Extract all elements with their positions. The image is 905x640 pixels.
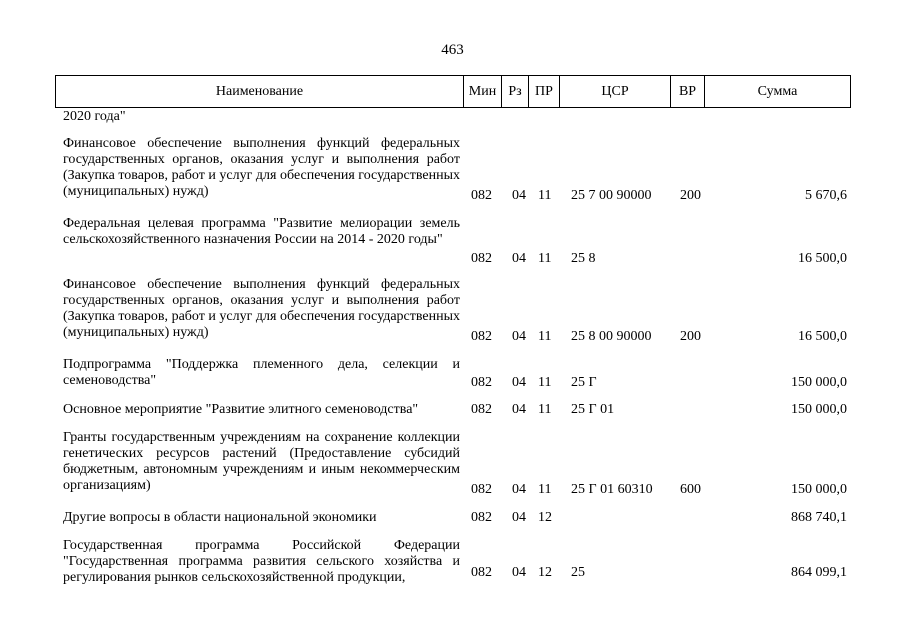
header-min: Мин: [463, 76, 501, 107]
row-sum: 150 000,0: [791, 482, 847, 497]
row-pr: 11: [538, 482, 552, 497]
header-rz: Рз: [501, 76, 528, 107]
row-rz: 04: [512, 565, 526, 580]
row-sum: 150 000,0: [791, 402, 847, 417]
row-csr: 25 Г 01: [571, 402, 615, 417]
row-name: Основное мероприятие "Развитие элитного семеноводства": [63, 402, 419, 417]
row-pr: 11: [538, 402, 552, 417]
row-csr: 25 Г: [571, 375, 597, 390]
row-vr: 600: [680, 482, 701, 497]
row-min: 082: [471, 375, 492, 390]
row-name: Финансовое обеспечение выполнения функций федеральных государственных органов, оказания услуг и выполнения работ (Закупка товаров, работ и услуг для обеспечения государственных (муниципальных) нужд): [63, 277, 460, 340]
row-rz: 04: [512, 402, 526, 417]
row-rz: 04: [512, 188, 526, 203]
row-vr: 200: [680, 329, 701, 344]
page-number: 463: [441, 42, 464, 58]
row-sum: 868 740,1: [791, 510, 847, 525]
row-min: 082: [471, 329, 492, 344]
row-pr: 12: [538, 565, 552, 580]
row-pr: 12: [538, 510, 552, 525]
row-name: Финансовое обеспечение выполнения функций федеральных государственных органов, оказания услуг и выполнения работ (Закупка товаров, работ и услуг для обеспечения государственных (муниципальных) нужд): [63, 136, 460, 199]
row-name: Другие вопросы в области национальной экономики: [63, 510, 377, 525]
header-name: Наименование: [55, 76, 463, 107]
row-min: 082: [471, 251, 492, 266]
header-sum: Сумма: [704, 76, 851, 107]
header-csr: ЦСР: [559, 76, 670, 107]
header-pr: ПР: [528, 76, 559, 107]
row-name: Подпрограмма "Поддержка племенного дела, селекции и семеноводства": [63, 357, 460, 388]
row-csr: 25 7 00 90000: [571, 188, 652, 203]
row-sum: 864 099,1: [791, 565, 847, 580]
row-csr: 25 Г 01 60310: [571, 482, 653, 497]
table-header-row: [55, 75, 851, 108]
row-name: Гранты государственным учреждениям на сохранение коллекции генетических ресурсов растений (Предоставление субсидий бюджетным, автономным учреждениям и иным некоммерческим организациям): [63, 430, 460, 493]
header-vr: ВР: [670, 76, 704, 107]
row-name: Федеральная целевая программа "Развитие мелиорации земель сельскохозяйственного назначения России на 2014 - 2020 годы": [63, 216, 460, 247]
lead-text: 2020 года": [63, 109, 126, 124]
row-sum: 150 000,0: [791, 375, 847, 390]
row-vr: 200: [680, 188, 701, 203]
row-pr: 11: [538, 188, 552, 203]
row-rz: 04: [512, 510, 526, 525]
row-rz: 04: [512, 329, 526, 344]
row-rz: 04: [512, 251, 526, 266]
row-pr: 11: [538, 329, 552, 344]
row-csr: 25 8 00 90000: [571, 329, 652, 344]
row-csr: 25 8: [571, 251, 596, 266]
row-sum: 16 500,0: [798, 251, 847, 266]
row-sum: 16 500,0: [798, 329, 847, 344]
row-min: 082: [471, 402, 492, 417]
row-min: 082: [471, 565, 492, 580]
row-pr: 11: [538, 251, 552, 266]
row-csr: 25: [571, 565, 585, 580]
row-pr: 11: [538, 375, 552, 390]
row-sum: 5 670,6: [805, 188, 847, 203]
row-name: Государственная программа Российской Федерации "Государственная программа развития сельского хозяйства и регулирования рынков сельскохозяйственной продукции,: [63, 538, 460, 585]
row-min: 082: [471, 482, 492, 497]
row-min: 082: [471, 188, 492, 203]
row-rz: 04: [512, 375, 526, 390]
row-rz: 04: [512, 482, 526, 497]
row-min: 082: [471, 510, 492, 525]
